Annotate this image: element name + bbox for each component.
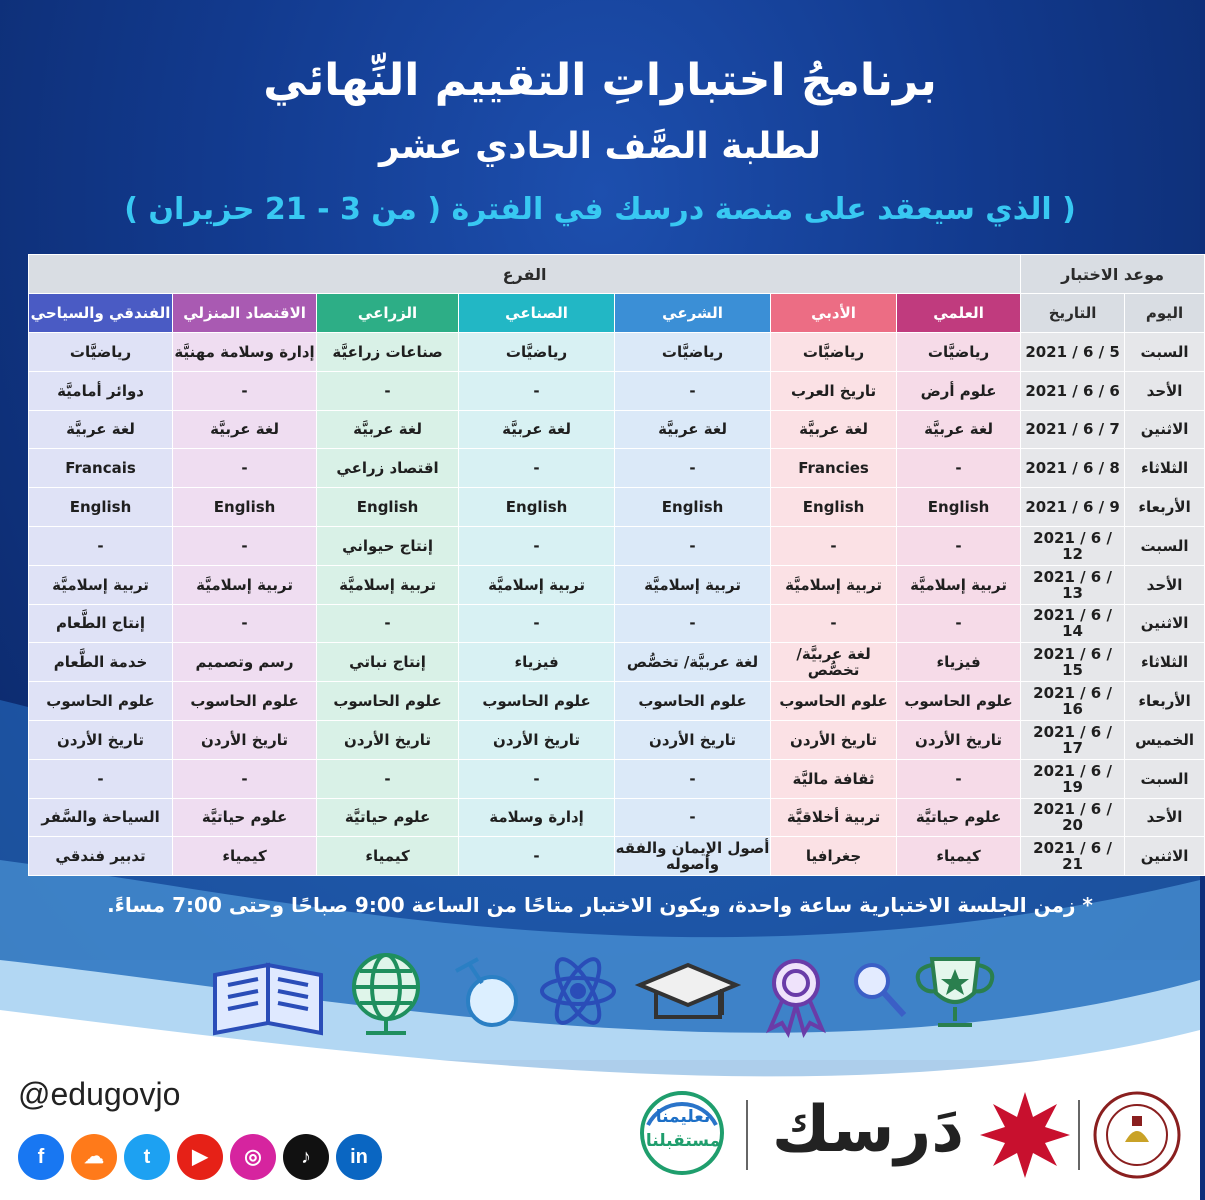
twitter-icon[interactable]: t — [124, 1134, 170, 1180]
subject-cell: علوم أرض — [897, 371, 1021, 410]
subject-cell: - — [459, 371, 615, 410]
subject-cell: لغة عربيَّة — [29, 410, 173, 449]
table-row — [29, 682, 1205, 721]
subject-cell: - — [173, 759, 317, 798]
session-note: * زمن الجلسة الاختبارية ساعة واحدة، ويكون الاختبار متاحًا من الساعة 9:00 صباحًا وحتى 7:00 مساءً. — [107, 893, 1093, 917]
subject-cell: علوم حياتيَّة — [897, 798, 1021, 837]
subject-cell: - — [897, 759, 1021, 798]
logo-divider — [746, 1100, 748, 1170]
subject-cell: لغة عربيَّة — [615, 410, 771, 449]
branch-header-1: الأدبي — [771, 294, 897, 333]
date-cell: 2021 / 6 / 9 — [1021, 488, 1125, 527]
branch-header-0: العلمي — [897, 294, 1021, 333]
subject-cell: تاريخ الأردن — [771, 720, 897, 759]
day-cell: الأربعاء — [1125, 488, 1205, 527]
branch-header-3: الصناعي — [459, 294, 615, 333]
subject-cell: لغة عربيَّة — [173, 410, 317, 449]
subject-cell: فيزياء — [897, 643, 1021, 682]
subject-cell: English — [771, 488, 897, 527]
subject-cell: لغة عربيَّة/ تخصُّص — [771, 643, 897, 682]
subject-cell: - — [615, 798, 771, 837]
jordan-star-icon — [980, 1090, 1070, 1180]
subject-cell: تربية إسلاميَّة — [29, 565, 173, 604]
table-row — [29, 488, 1205, 527]
subject-cell: - — [897, 526, 1021, 565]
magnifier-icon — [856, 965, 904, 1015]
date-cell: 2021 / 6 / 20 — [1021, 798, 1125, 837]
date-cell: 2021 / 6 / 17 — [1021, 720, 1125, 759]
subject-cell: - — [615, 526, 771, 565]
subject-cell: - — [317, 759, 459, 798]
subject-cell: English — [459, 488, 615, 527]
subject-cell: تاريخ الأردن — [897, 720, 1021, 759]
day-cell: الأحد — [1125, 371, 1205, 410]
subject-cell: إدارة وسلامة — [459, 798, 615, 837]
subject-cell: فيزياء — [459, 643, 615, 682]
subject-cell: - — [897, 449, 1021, 488]
branch-header-5: الاقتصاد المنزلي — [173, 294, 317, 333]
subject-cell: - — [29, 759, 173, 798]
subject-cell: - — [615, 759, 771, 798]
subject-cell: - — [173, 604, 317, 643]
subject-cell: رياضيَّات — [459, 333, 615, 372]
subject-cell: كيمياء — [897, 837, 1021, 876]
logos-area — [630, 1085, 1190, 1185]
day-cell: الأحد — [1125, 798, 1205, 837]
table-row — [29, 643, 1205, 682]
subject-cell: English — [173, 488, 317, 527]
tiktok-icon[interactable]: ♪ — [283, 1134, 329, 1180]
subject-cell: تاريخ الأردن — [615, 720, 771, 759]
page-subtitle: لطلبة الصَّف الحادي عشر — [378, 126, 822, 167]
table-row — [29, 604, 1205, 643]
open-book-icon — [215, 965, 321, 1033]
subject-cell: - — [459, 604, 615, 643]
subject-cell: اقتصاد زراعي — [317, 449, 459, 488]
day-cell: الأحد — [1125, 565, 1205, 604]
table-row — [29, 565, 1205, 604]
subject-cell: رياضيَّات — [29, 333, 173, 372]
subject-cell: تربية إسلاميَّة — [897, 565, 1021, 604]
subject-cell: تربية إسلاميَّة — [771, 565, 897, 604]
date-cell: 2021 / 6 / 5 — [1021, 333, 1125, 372]
day-cell: السبت — [1125, 759, 1205, 798]
subject-cell: تدبير فندقي — [29, 837, 173, 876]
subject-cell: - — [459, 837, 615, 876]
subject-cell: إنتاج نباتي — [317, 643, 459, 682]
date-column-header: التاريخ — [1021, 294, 1125, 333]
subject-cell: كيمياء — [317, 837, 459, 876]
flask-icon — [456, 959, 516, 1025]
date-cell: 2021 / 6 / 13 — [1021, 565, 1125, 604]
branch-header-2: الشرعي — [615, 294, 771, 333]
subject-cell: إدارة وسلامة مهنيَّة — [173, 333, 317, 372]
subject-cell: - — [459, 449, 615, 488]
table-row — [29, 759, 1205, 798]
branch-group-header: الفرع — [29, 255, 1021, 294]
subject-cell: - — [173, 449, 317, 488]
subject-cell: - — [173, 526, 317, 565]
subject-cell: علوم الحاسوب — [459, 682, 615, 721]
soundcloud-icon[interactable]: ☁ — [71, 1134, 117, 1180]
subject-cell: - — [771, 604, 897, 643]
subject-cell: علوم الحاسوب — [771, 682, 897, 721]
linkedin-icon[interactable]: in — [336, 1134, 382, 1180]
subject-cell: دوائر أماميَّة — [29, 371, 173, 410]
subject-cell: تربية إسلاميَّة — [317, 565, 459, 604]
subject-cell: لغة عربيَّة — [317, 410, 459, 449]
date-cell: 2021 / 6 / 15 — [1021, 643, 1125, 682]
subject-cell: علوم الحاسوب — [897, 682, 1021, 721]
award-ribbon-icon — [770, 961, 822, 1033]
subject-cell: السياحة والسَّفر — [29, 798, 173, 837]
date-cell: 2021 / 6 / 7 — [1021, 410, 1125, 449]
facebook-icon[interactable]: f — [18, 1134, 64, 1180]
date-cell: 2021 / 6 / 16 — [1021, 682, 1125, 721]
subject-cell: تاريخ العرب — [771, 371, 897, 410]
table-row — [29, 720, 1205, 759]
subject-cell: لغة عربيَّة — [897, 410, 1021, 449]
day-cell: الاثنين — [1125, 837, 1205, 876]
subject-cell: علوم الحاسوب — [615, 682, 771, 721]
table-row — [29, 410, 1205, 449]
subject-cell: English — [615, 488, 771, 527]
subject-cell: English — [317, 488, 459, 527]
logo-divider-2 — [1078, 1100, 1080, 1170]
subject-cell: - — [317, 604, 459, 643]
subject-cell: - — [897, 604, 1021, 643]
globe-icon — [354, 955, 418, 1033]
subject-cell: رياضيَّات — [771, 333, 897, 372]
subject-cell: علوم الحاسوب — [317, 682, 459, 721]
subject-cell: أصول الإيمان والفقه وأصوله — [615, 837, 771, 876]
social-handle[interactable]: @edugovjo — [18, 1076, 181, 1112]
subject-cell: رياضيَّات — [615, 333, 771, 372]
subject-cell: ثقافة ماليَّة — [771, 759, 897, 798]
subject-cell: تربية أخلاقيَّة — [771, 798, 897, 837]
subject-cell: تربية إسلاميَّة — [173, 565, 317, 604]
subject-cell: تاريخ الأردن — [29, 720, 173, 759]
date-cell: 2021 / 6 / 14 — [1021, 604, 1125, 643]
subject-cell: Francies — [771, 449, 897, 488]
subject-cell: - — [459, 526, 615, 565]
day-cell: الأربعاء — [1125, 682, 1205, 721]
day-cell: السبت — [1125, 333, 1205, 372]
exam-schedule-table — [28, 254, 1195, 874]
subject-cell: - — [615, 449, 771, 488]
youtube-icon[interactable]: ▶ — [177, 1134, 223, 1180]
taalimna-line1: تعليمنا — [655, 1107, 711, 1127]
exam-time-group-header: موعد الاختبار — [1021, 255, 1205, 294]
date-cell: 2021 / 6 / 12 — [1021, 526, 1125, 565]
date-cell: 2021 / 6 / 21 — [1021, 837, 1125, 876]
branch-header-4: الزراعي — [317, 294, 459, 333]
subject-cell: تربية إسلاميَّة — [615, 565, 771, 604]
page-title: برنامجُ اختباراتِ التقييم النِّهائي — [263, 55, 937, 106]
subject-cell: English — [29, 488, 173, 527]
subject-cell: لغة عربيَّة/ تخصُّص — [615, 643, 771, 682]
subject-cell: علوم حياتيَّة — [173, 798, 317, 837]
subject-cell: رسم وتصميم — [173, 643, 317, 682]
taalimna-line2: مستقبلنا — [645, 1131, 721, 1151]
subject-cell: إنتاج الطَّعام — [29, 604, 173, 643]
subject-cell: لغة عربيَّة — [459, 410, 615, 449]
atom-icon — [542, 953, 614, 1028]
subject-cell: علوم الحاسوب — [29, 682, 173, 721]
subject-cell: رياضيَّات — [897, 333, 1021, 372]
date-cell: 2021 / 6 / 6 — [1021, 371, 1125, 410]
subject-cell: جغرافيا — [771, 837, 897, 876]
table-row — [29, 371, 1205, 410]
subject-cell: - — [173, 371, 317, 410]
subject-cell: Francais — [29, 449, 173, 488]
subject-cell: - — [615, 371, 771, 410]
subject-cell: لغة عربيَّة — [771, 410, 897, 449]
day-cell: الاثنين — [1125, 410, 1205, 449]
social-icons-row — [18, 1134, 389, 1180]
subject-cell: صناعات زراعيَّة — [317, 333, 459, 372]
subject-cell: علوم الحاسوب — [173, 682, 317, 721]
day-cell: الخميس — [1125, 720, 1205, 759]
subject-cell: كيمياء — [173, 837, 317, 876]
table-row — [29, 526, 1205, 565]
subject-cell: English — [897, 488, 1021, 527]
subject-cell: تاريخ الأردن — [459, 720, 615, 759]
period-caption: ( الذي سيعقد على منصة درسك في الفترة ( من 3 - 21 حزيران ) — [124, 192, 1076, 227]
subject-cell: علوم حياتيَّة — [317, 798, 459, 837]
subject-cell: - — [459, 759, 615, 798]
table-row — [29, 333, 1205, 372]
subject-cell: - — [29, 526, 173, 565]
branch-header-6: الفندقي والسياحي — [29, 294, 173, 333]
date-cell: 2021 / 6 / 19 — [1021, 759, 1125, 798]
day-cell: الثلاثاء — [1125, 449, 1205, 488]
day-cell: السبت — [1125, 526, 1205, 565]
darsak-logo: دَرسك — [771, 1093, 965, 1167]
ministry-seal-icon — [1092, 1090, 1182, 1180]
subject-cell: - — [771, 526, 897, 565]
day-column-header: اليوم — [1125, 294, 1205, 333]
table-row — [29, 837, 1205, 876]
subject-cell: خدمة الطَّعام — [29, 643, 173, 682]
subject-cell: تربية إسلاميَّة — [459, 565, 615, 604]
trophy-icon — [918, 959, 993, 1025]
table-row — [29, 798, 1205, 837]
day-cell: الثلاثاء — [1125, 643, 1205, 682]
education-icons-strip — [0, 935, 1200, 1045]
subject-cell: - — [317, 371, 459, 410]
table-row — [29, 449, 1205, 488]
subject-cell: تاريخ الأردن — [173, 720, 317, 759]
subject-cell: إنتاج حيواني — [317, 526, 459, 565]
date-cell: 2021 / 6 / 8 — [1021, 449, 1125, 488]
subject-cell: - — [615, 604, 771, 643]
day-cell: الاثنين — [1125, 604, 1205, 643]
instagram-icon[interactable]: ◎ — [230, 1134, 276, 1180]
subject-cell: تاريخ الأردن — [317, 720, 459, 759]
graduation-cap-icon — [640, 965, 736, 1017]
